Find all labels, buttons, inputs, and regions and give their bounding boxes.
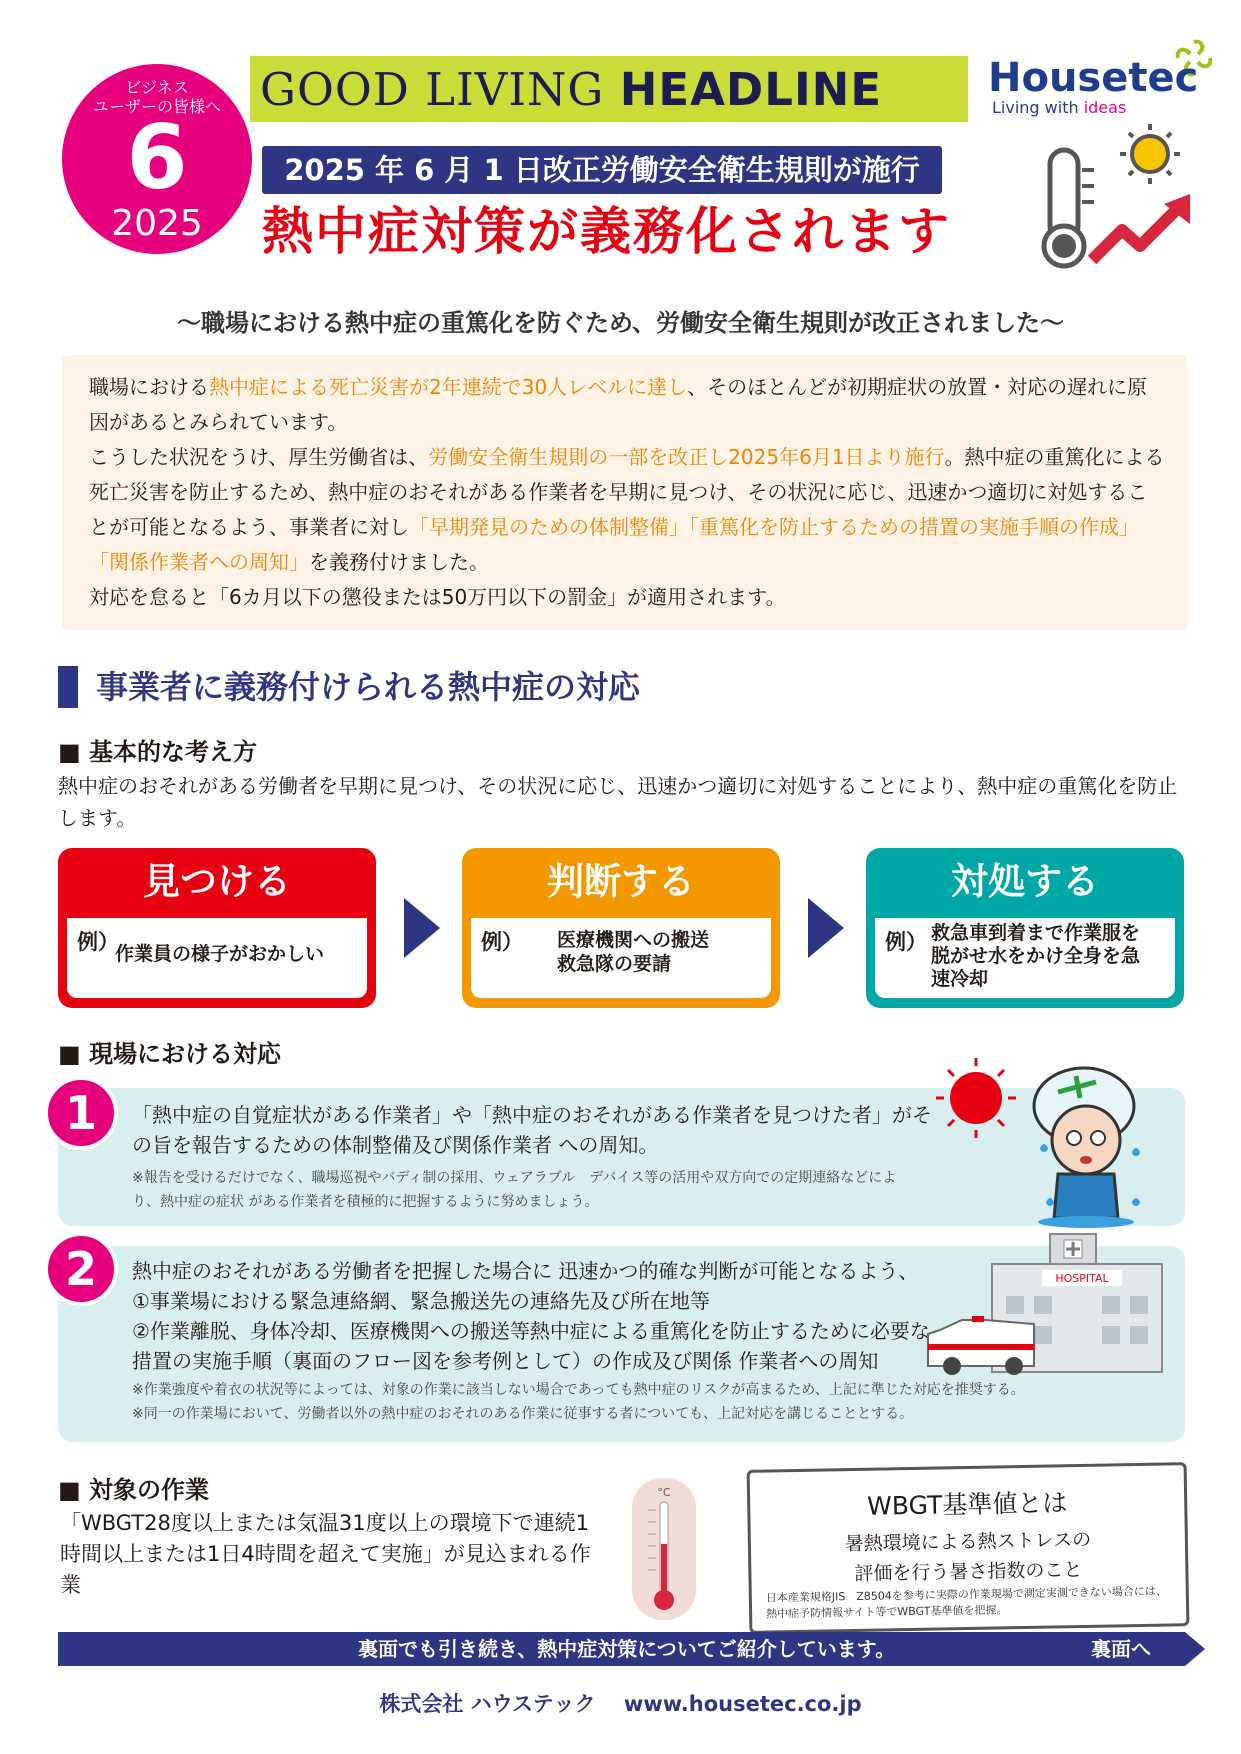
example-text: 作業員の様子がおかしい bbox=[115, 943, 325, 965]
step-body bbox=[471, 918, 771, 998]
wbgt-title: WBGT基準値とは bbox=[866, 1488, 1068, 1521]
title-bold: HEADLINE bbox=[619, 63, 883, 116]
main-headline: 熱中症対策が義務化されます bbox=[262, 203, 952, 262]
newsletter-title bbox=[260, 62, 882, 118]
step-respond bbox=[866, 848, 1184, 1008]
item-2-line-1: 熱中症のおそれがある労働者を把握した場合に 迅速かつ的確な判断が可能となるよう、 bbox=[132, 1259, 919, 1283]
issue-month: 6 bbox=[126, 106, 188, 209]
item-2-line-2: ①事業場における緊急連絡網、緊急搬送先の連絡先及び所在地等 bbox=[132, 1289, 710, 1313]
thermometer-unit: °C bbox=[657, 1486, 671, 1499]
issue-year: 2025 bbox=[111, 203, 203, 244]
next-page-link[interactable]: 裏面へ bbox=[1091, 1637, 1151, 1661]
step-title: 判断する bbox=[547, 860, 695, 903]
intro-paragraph-3: 対応を怠ると「6カ月以下の懲役または50万円以下の罰金」が適用されます。 bbox=[89, 585, 786, 609]
step-body bbox=[67, 918, 367, 998]
number-badge: 1 bbox=[44, 1076, 118, 1150]
title-serif: GOOD LIVING bbox=[260, 63, 605, 116]
example-text: 医療機関への搬送 救急隊の要請 bbox=[557, 929, 710, 975]
intro-highlight: 労働安全衛生規則の一部を改正し2025年6月1日より施行 bbox=[428, 445, 945, 469]
wbgt-definition-box bbox=[747, 1462, 1190, 1634]
company-footer[interactable]: 株式会社 ハウステック www.housetec.co.jp bbox=[379, 1692, 862, 1716]
newsletter-title-bar bbox=[250, 56, 968, 122]
step-arrow-icon bbox=[808, 898, 844, 958]
footer-arrow-icon bbox=[1185, 1632, 1205, 1666]
step-arrow-icon bbox=[404, 898, 440, 958]
intro-text: こうした状況をうけ、厚生労働省は、 bbox=[89, 445, 429, 469]
intro-highlight: 「早期発見のための体制整備」「重篤化を防止するための措置の実施手順の作成」「関係作業者への周知」 bbox=[89, 515, 1139, 574]
heatstroke-worker-illustration bbox=[936, 1052, 1166, 1230]
thermometer-icon bbox=[624, 1474, 704, 1624]
item-2-line-3: ②作業離脱、身体冷却、医療機関への搬送等熱中症による重篤化を防止するために必要な措置の実施手順（裏面のフロー図を参考例として）の作成及び関係 作業者への周知 bbox=[132, 1319, 930, 1373]
footer-bar bbox=[58, 1632, 1185, 1666]
step-judge bbox=[462, 848, 780, 1008]
step-find bbox=[58, 848, 376, 1008]
section-accent-bar bbox=[58, 666, 78, 708]
example-text: 救急車到着まで作業服を 脱がせ水をかけ全身を急 速冷却 bbox=[931, 922, 1141, 990]
intro-text: 、そのほとんどが初期症状の放置・対応の遅れに原因があるとみられています。 bbox=[89, 375, 1148, 434]
wbgt-description: 暑熱環境による熱ストレスの 評価を行う暑さ指数のこと bbox=[844, 1528, 1092, 1585]
step-title: 対処する bbox=[951, 860, 1099, 903]
date-banner: 2025 年 6 月 1 日改正労働安全衛生規則が施行 bbox=[262, 146, 942, 194]
logo-tagline bbox=[992, 98, 1126, 117]
hospital-ambulance-illustration bbox=[922, 1226, 1172, 1376]
target-text: 「WBGT28度以上または気温31度以上の環境下で連続1時間以上または1日4時間を超えて実施」が見込まれる作業 bbox=[60, 1511, 591, 1597]
intro-paragraph-2 bbox=[89, 440, 1167, 580]
target-heading: ■ 対象の作業 bbox=[58, 1476, 210, 1504]
site-heading: ■ 現場における対応 bbox=[58, 1040, 282, 1068]
example-label: 例） bbox=[481, 930, 523, 954]
company-logo: Housetec bbox=[988, 55, 1199, 101]
intro-text: 。熱中症の重篤化による死亡災害を防止するため、熱中症のおそれがある作業者を早期に見つけ、その状況に応じ、迅速かつ適切に対処することが可能となるよう、事業者に対し bbox=[89, 445, 1165, 539]
intro-text: を義務付けました。 bbox=[309, 550, 489, 574]
intro-paragraph-1 bbox=[89, 370, 1167, 440]
step-title: 見つける bbox=[143, 860, 291, 903]
hospital-sign: HOSPITAL bbox=[1055, 1272, 1109, 1285]
basic-heading: ■ 基本的な考え方 bbox=[58, 738, 258, 766]
item-2-note-2: ※同一の作業場において、労働者以外の熱中症のおそれのある作業に従事する者についても、上記対応を講じることとする。 bbox=[132, 1406, 914, 1422]
intro-highlight: 熱中症による死亡災害が2年連続で30人レベルに達し bbox=[209, 375, 688, 399]
item-2-note-1: ※作業強度や着衣の状況等によっては、対象の作業に該当しない場合であっても熱中症のリスクが高まるため、上記に準じた対応を推奨する。 bbox=[132, 1382, 1025, 1398]
issue-badge bbox=[62, 64, 252, 254]
audience-label: ビジネス ユーザーの皆様へ bbox=[92, 78, 221, 116]
logo-tagline-accent: ideas bbox=[1083, 98, 1127, 117]
example-label: 例） bbox=[77, 930, 119, 954]
number-badge: 2 bbox=[44, 1232, 118, 1306]
logo-tagline-prefix: Living with bbox=[992, 98, 1084, 117]
wbgt-note: 日本産業規格JIS Z8504を参考に実際の作業現場で測定実測できない場合には、熱中症予防情報サイト等でWBGT基準値を把握。 bbox=[765, 1584, 1167, 1621]
subtitle: ～職場における熱中症の重篤化を防ぐため、労働安全衛生規則が改正されました～ bbox=[176, 309, 1065, 337]
basic-text: 熱中症のおそれがある労働者を早期に見つけ、その状況に応じ、迅速かつ適切に対処することにより、熱中症の重篤化を防止します。 bbox=[58, 774, 1178, 830]
section-title: 事業者に義務付けられる熱中症の対応 bbox=[96, 668, 641, 706]
item-1-text: 「熱中症の自覚症状がある作業者」や「熱中症のおそれがある作業者を見つけた者」がその旨を報告するための体制整備及び関係作業者 への周知。 bbox=[132, 1103, 932, 1157]
item-1-note: ※報告を受けるだけでなく、職場巡視やバディ制の採用、ウェアラブル デバイス等の活用や双方向での定期連絡などにより、熱中症の症状 がある作業者を積極的に把握するように努めましょう。 bbox=[132, 1170, 897, 1210]
intro-text: 職場における bbox=[89, 375, 209, 399]
footer-message: 裏面でも引き続き、熱中症対策についてご紹介しています。 bbox=[358, 1637, 896, 1661]
rising-temperature-icon bbox=[1040, 120, 1200, 280]
step-body bbox=[875, 918, 1175, 998]
example-label: 例） bbox=[885, 930, 927, 954]
intro-box bbox=[62, 355, 1187, 630]
